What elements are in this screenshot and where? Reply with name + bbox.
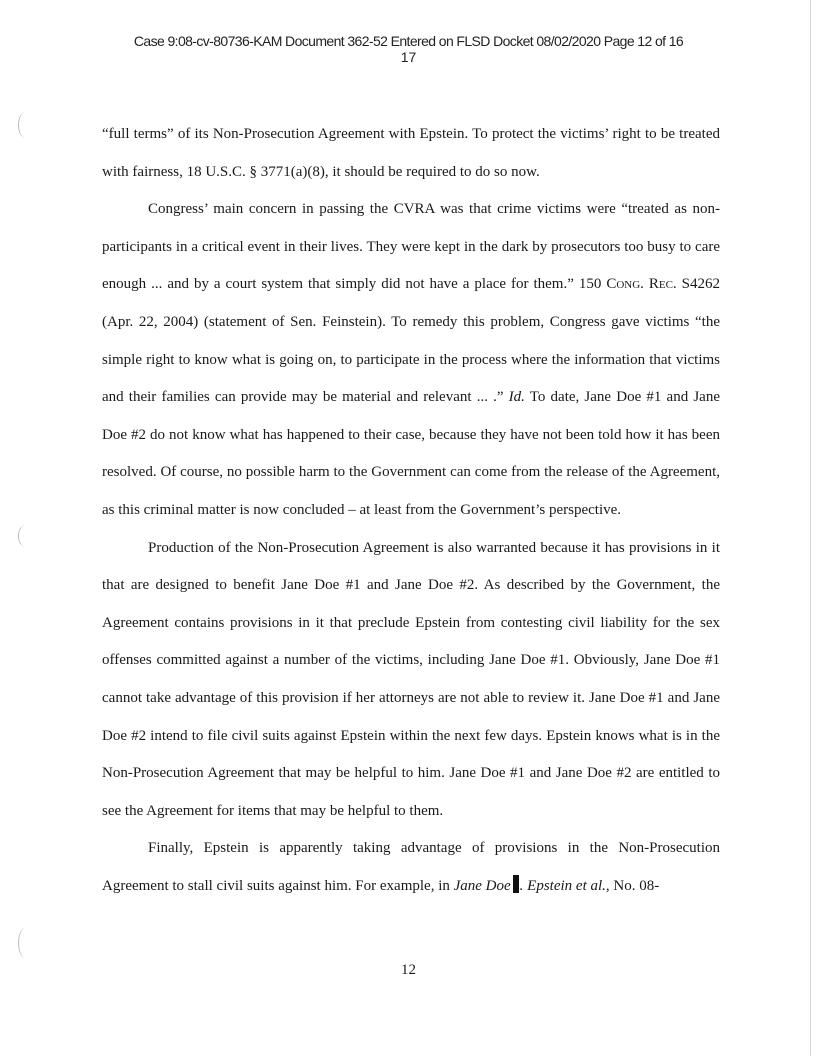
case-header-page-ref: 17: [400, 49, 417, 65]
paragraph-text: S4262 (Apr. 22, 2004) (statement of Sen. Feinstein). To remedy this problem, Congress gave victims “the simple right to know what is going on, to participate in the process where the information that victims and their families can provide may be material and relevant ... .”: [102, 276, 720, 406]
margin-bracket-mark: [18, 525, 33, 547]
paragraph-text: To date, Jane Doe #1 and Jane Doe #2 do not know what has happened to their case, because they have not been told how it has been resolved. Of course, no possible harm to the Government can come from the release of the Agreement, as this criminal matter is now concluded – at least from the Government’s perspective.: [102, 389, 720, 518]
redaction-block: [513, 875, 519, 893]
case-name: . Epstein et al.: [519, 877, 606, 894]
case-header: [0, 33, 817, 65]
paragraph-production-warranted: Production of the Non-Prosecution Agreement is also warranted because it has provisions in it that are designed to benefit Jane Doe #1 and Jane Doe #2. As described by the Government, the Agreement contains provisions in it that preclude Epstein from contesting civil liability for the sex offenses committed against a number of the victims, including Jane Doe #1. Obviously, Jane Doe #1 cannot take advantage of this provision if her attorneys are not able to review it. Jane Doe #1 and Jane Doe #2 intend to file civil suits against Epstein within the next few days. Epstein knows what is in the Non-Prosecution Agreement that may be helpful to him. Jane Doe #1 and Jane Doe #2 are entitled to see the Agreement for items that may be helpful to them.: [102, 539, 720, 819]
paragraph-text: , No. 08-: [605, 877, 660, 894]
paragraph-text: Congress’ main concern in passing the CVRA was that crime victims were “treated as non-participants in a critical event in their lives. They were kept in the dark by prosecutors too busy to care enough ... and by a court system that simply did not have a place for them.” 150: [102, 201, 720, 293]
document-body: [102, 116, 720, 905]
right-edge-rule: [810, 0, 811, 1056]
paragraph-finally: [102, 830, 720, 905]
case-header-stamp: Case 9:08-cv-80736-KAM Document 362-52 Entered on FLSD Docket 08/02/2020 Page 12 of 16: [133, 33, 684, 49]
paragraph-congress-concern: [102, 191, 720, 529]
case-name: Jane Doe: [453, 877, 511, 894]
page-number: 12: [401, 962, 416, 978]
citation-cong-rec: Cong. Rec.: [606, 276, 677, 293]
paragraph-continuation: “full terms” of its Non-Prosecution Agreement with Epstein. To protect the victims’ right to be treated with fairness, 18 U.S.C. § 3771(a)(8), it should be required to do so now.: [102, 126, 720, 180]
citation-id: Id.: [508, 389, 525, 406]
paragraph-text: Finally, Epstein is apparently taking advantage of provisions in the Non-Prosecution Agreement to stall civil suits against him. For example, in: [102, 840, 720, 894]
margin-bracket-mark: [18, 112, 33, 138]
margin-bracket-mark: [18, 928, 33, 958]
